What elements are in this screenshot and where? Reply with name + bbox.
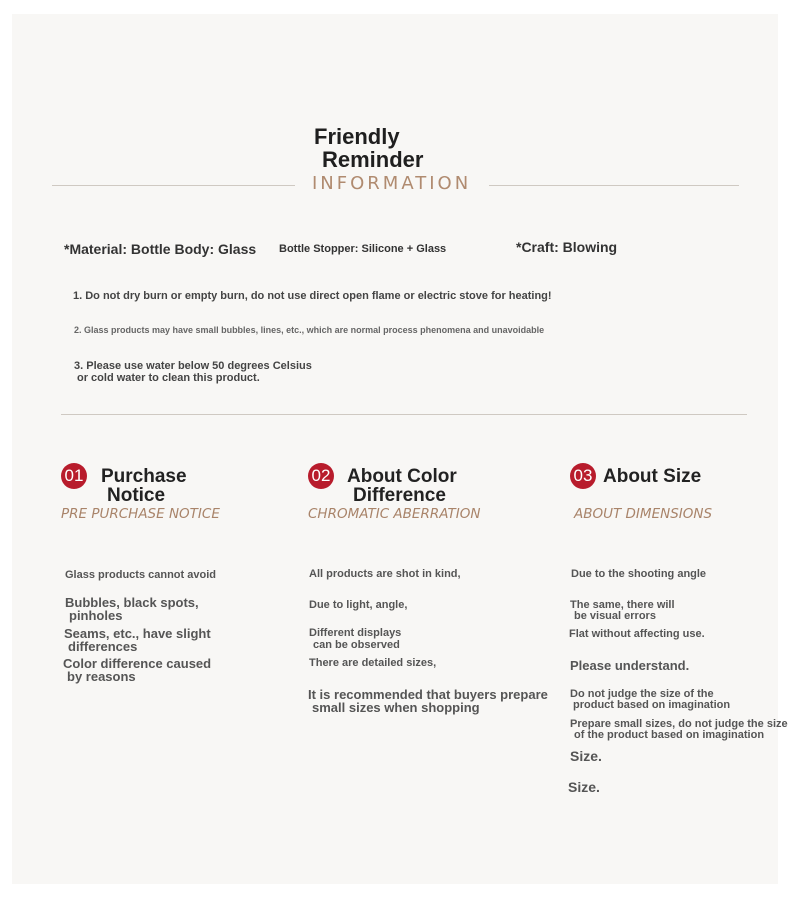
section-3-item: Please understand. [570, 658, 690, 673]
section-2-title-line-1: About Color [347, 466, 457, 487]
section-3-item: Size. [568, 779, 600, 795]
section-3-item: Size. [570, 748, 602, 764]
section-1-subtitle: PRE PURCHASE NOTICE [61, 506, 220, 522]
section-2-title-line-2: Difference [353, 485, 446, 506]
title-line-2: Reminder [322, 147, 424, 172]
section-1-item: Bubbles, black spots, [65, 595, 199, 610]
section-1-number-badge: 01 [61, 463, 87, 489]
section-3-item: product based on imagination [573, 699, 731, 711]
section-2-item: There are detailed sizes, [309, 657, 437, 669]
section-3-item: Due to the shooting angle [571, 568, 707, 580]
spec-material: *Material: Bottle Body: Glass [64, 241, 257, 257]
notice-2: 2. Glass products may have small bubbles, lines, etc., which are normal process phenomena and unavoidable [74, 325, 545, 335]
section-3-item: of the product based on imagination [574, 729, 765, 741]
section-2-item: All products are shot in kind, [309, 568, 461, 580]
notice-3-line-1: 3. Please use water below 50 degrees Celsius [74, 360, 312, 372]
section-2-subtitle: CHROMATIC ABERRATION [308, 506, 481, 522]
spec-stopper: Bottle Stopper: Silicone + Glass [279, 243, 447, 255]
section-2-item: Different displays [309, 627, 402, 639]
title-line-1: Friendly [314, 124, 400, 149]
section-1-item: Seams, etc., have slight [64, 626, 211, 641]
section-2-item: It is recommended that buyers prepare [308, 687, 548, 702]
section-3-item: Prepare small sizes, do not judge the size [570, 718, 788, 730]
section-2-item: Due to light, angle, [309, 599, 408, 611]
section-1-item: differences [68, 639, 138, 654]
header-rule-right [489, 185, 739, 186]
header-rule-left [52, 185, 295, 186]
section-3-item: Flat without affecting use. [569, 628, 705, 640]
section-1-item: by reasons [67, 669, 136, 684]
section-3-title: About Size [603, 466, 702, 487]
section-2-item: small sizes when shopping [312, 700, 480, 715]
spec-craft: *Craft: Blowing [516, 239, 618, 255]
section-3-item: The same, there will [570, 599, 675, 611]
section-3-number-badge: 03 [570, 463, 596, 489]
section-1-item: pinholes [69, 608, 123, 623]
notice-1: 1. Do not dry burn or empty burn, do not use direct open flame or electric stove for heating! [73, 290, 552, 302]
section-3-item: Do not judge the size of the [570, 688, 714, 700]
section-3-subtitle: ABOUT DIMENSIONS [574, 506, 713, 522]
section-1-title-line-2: Notice [107, 485, 166, 506]
section-1-item: Glass products cannot avoid [65, 569, 216, 581]
section-divider [61, 414, 747, 415]
header-subtitle: INFORMATION [312, 173, 472, 194]
section-1-item: Color difference caused [63, 656, 212, 671]
section-2-number-badge: 02 [308, 463, 334, 489]
section-3-item: be visual errors [574, 610, 656, 622]
notice-3-line-2: or cold water to clean this product. [77, 372, 260, 384]
section-1-title-line-1: Purchase [101, 466, 187, 487]
section-2-item: can be observed [313, 639, 400, 651]
